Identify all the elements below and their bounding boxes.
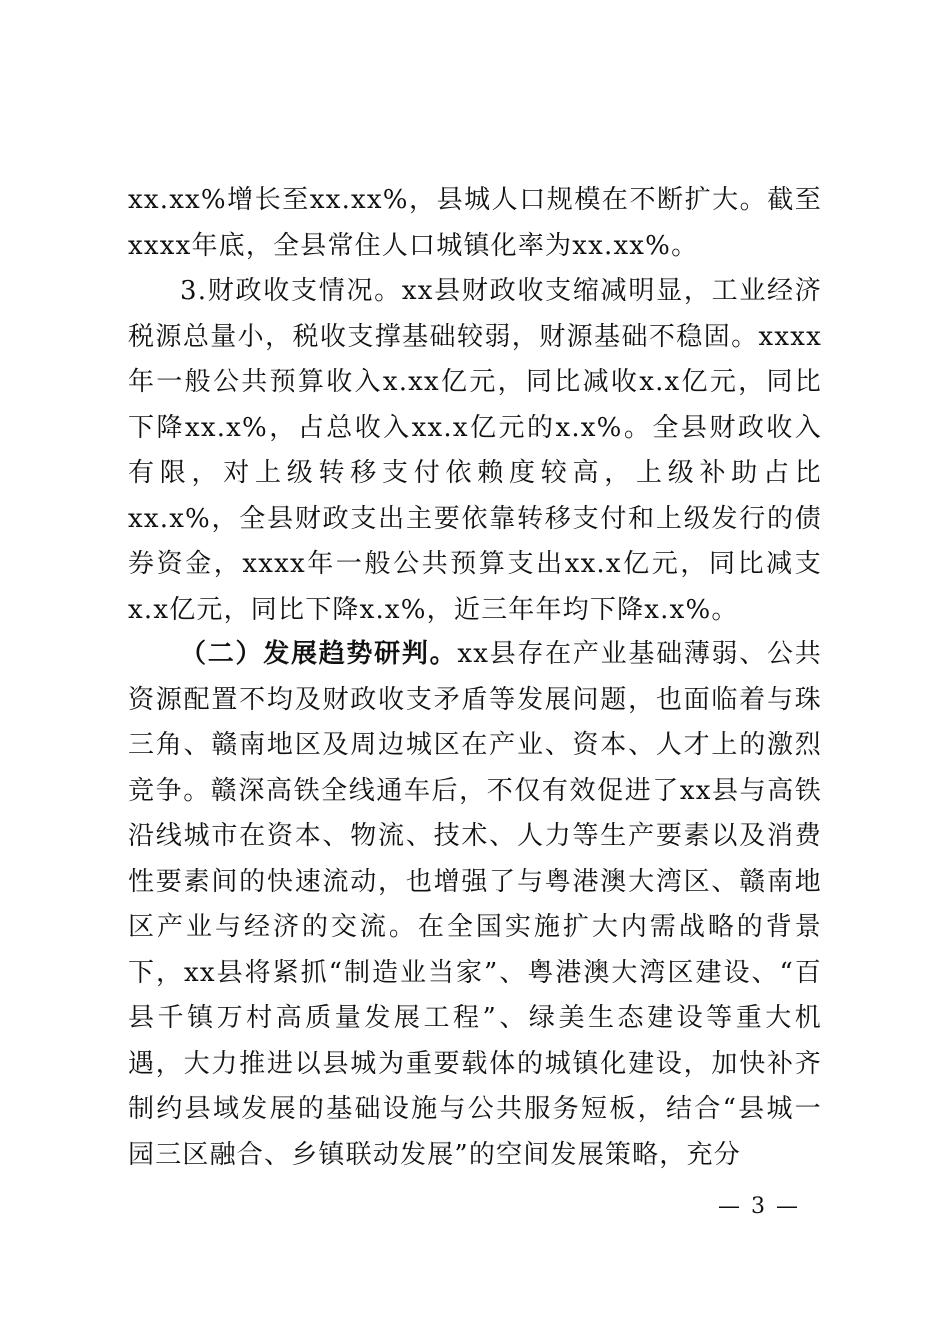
page-number: — 3 —	[718, 1194, 800, 1219]
trend-paragraph-block	[128, 632, 822, 1178]
trend-paragraph	[128, 632, 822, 1178]
continuation-paragraph-block	[128, 178, 822, 269]
fiscal-paragraph-block	[128, 269, 822, 633]
trend-body: xx县存在产业基础薄弱、公共资源配置不均及财政收支矛盾等发展问题，也面临着与珠三角、赣南地区及周边城区在产业、资本、人才上的激烈竞争。赣深高铁全线通车后，不仅有效促进了xx县与高铁沿线城市在资本、物流、技术、人力等生产要素以及消费性要素间的快速流动，也增强了与粤港澳大湾区、赣南地区产业与经济的交流。在全国实施扩大内需战略的背景下，xx县将紧抓“制造业当家”、粤港澳大湾区建设、“百县千镇万村高质量发展工程”、绿美生态建设等重大机遇，大力推进以县城为重要载体的城镇化建设，加快补齐制约县域发展的基础设施与公共服务短板，结合“县城一园三区融合、乡镇联动发展”的空间发展策略，充分	[128, 639, 822, 1170]
fiscal-paragraph: 3.财政收支情况。xx县财政收支缩减明显，工业经济税源总量小，税收支撑基础较弱，财源基础不稳固。xxxx年一般公共预算收入x.xx亿元，同比减收x.x亿元，同比下降xx.x%，占总收入xx.x亿元的x.x%。全县财政收入有限，对上级转移支付依赖度较高，上级补助占比xx.x%，全县财政支出主要依靠转移支付和上级发行的债券资金，xxxx年一般公共预算支出xx.x亿元，同比减支x.x亿元，同比下降x.x%，近三年年均下降x.x%。	[128, 276, 822, 625]
continuation-paragraph: xx.xx%增长至xx.xx%，县城人口规模在不断扩大。截至xxxx年底，全县常住人口城镇化率为xx.xx%。	[128, 185, 822, 261]
trend-heading: （二）发展趋势研判。	[180, 639, 458, 669]
